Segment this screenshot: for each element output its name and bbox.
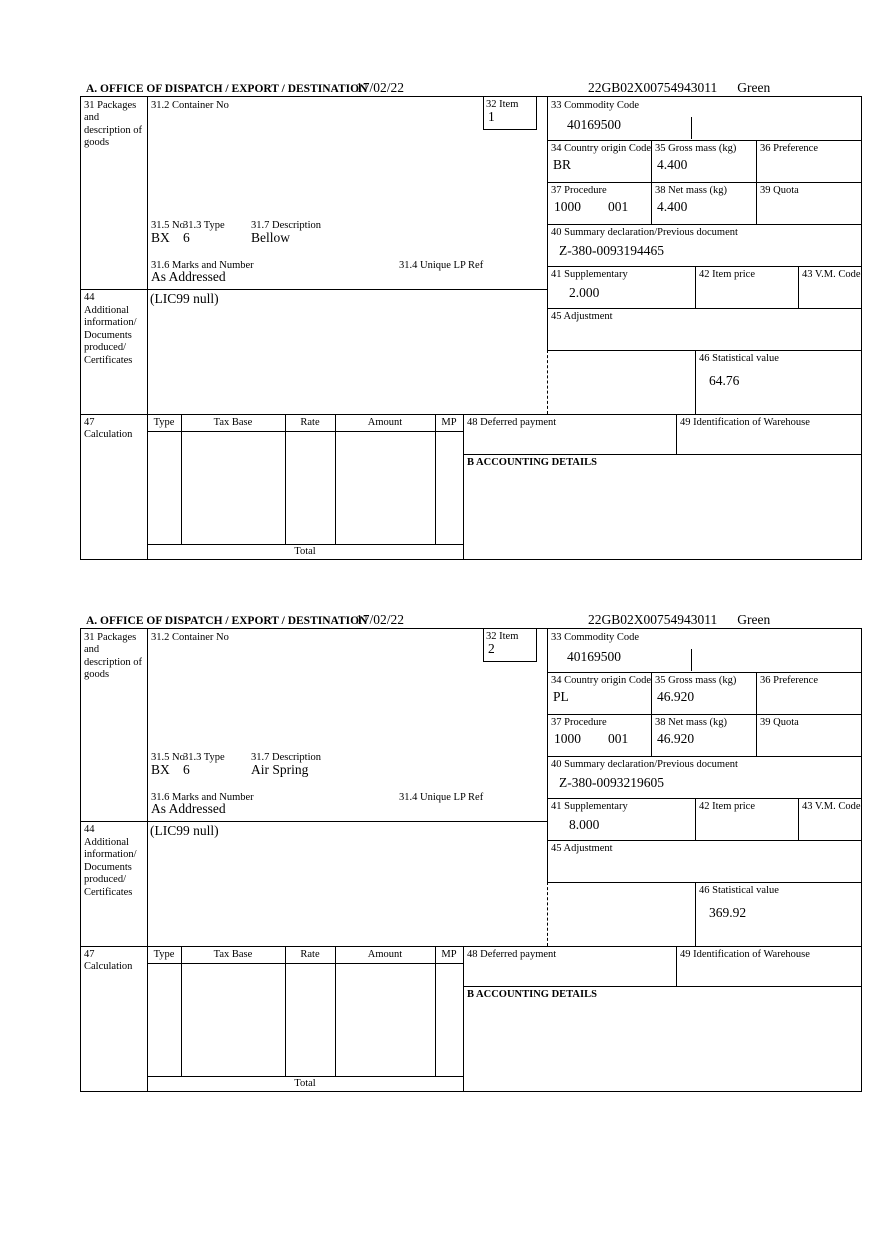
box31-2-container-no-label: 31.2 Container No	[151, 632, 229, 643]
box41-supplementary-label: 41 Supplementary	[551, 801, 628, 812]
net-mass-value: 46.920	[657, 731, 695, 746]
box45-adjustment-label: 45 Adjustment	[551, 843, 613, 854]
supplementary-units-value: 2.000	[569, 285, 600, 300]
grid-line	[695, 882, 696, 946]
declaration-date: 17/02/22	[356, 612, 405, 627]
grid-line	[547, 308, 861, 309]
grid-line	[483, 97, 484, 129]
box31-3-type-label: 31.3 Type	[183, 752, 225, 763]
box31-packages-label: 31 Packages and description of goods	[84, 100, 143, 149]
item-number-value: 1	[488, 109, 495, 124]
grid-line	[798, 266, 799, 308]
box36-preference-label: 36 Preference	[760, 675, 819, 686]
box31-7-description-label: 31.7 Description	[251, 220, 321, 231]
box45-adjustment-label: 45 Adjustment	[551, 311, 613, 322]
column-header-type: Type	[153, 949, 175, 960]
dashed-divider	[547, 350, 548, 414]
country-origin-value: PL	[553, 689, 569, 704]
box44-number-label: 44	[84, 292, 95, 303]
procedure-code-value: 1000	[554, 199, 581, 214]
declaration-item-block	[80, 610, 862, 1094]
office-of-dispatch-label: A. OFFICE OF DISPATCH / EXPORT / DESTINATION	[86, 83, 368, 95]
marks-and-number-value: As Addressed	[151, 269, 226, 284]
reference-number: 22GB02X00754943011	[588, 612, 718, 627]
statistical-value: 64.76	[709, 373, 740, 388]
grid-line	[536, 97, 537, 129]
declaration-item-block	[80, 78, 862, 562]
box31-packages-label: 31 Packages and description of goods	[84, 632, 143, 681]
total-row-label: Total	[294, 546, 316, 557]
packages-type-value: 6	[183, 762, 190, 777]
grid-line	[285, 414, 286, 544]
grid-line	[147, 1076, 463, 1077]
grid-line	[547, 672, 861, 673]
box40-summary-declaration-label: 40 Summary declaration/Previous document	[551, 759, 738, 770]
box35-gross-mass-label: 35 Gross mass (kg)	[655, 675, 737, 686]
box34-country-origin-label: 34 Country origin Code	[551, 143, 652, 154]
grid-line	[147, 97, 148, 559]
commodity-code-tick	[691, 117, 692, 139]
routing-status: Green	[737, 612, 771, 627]
gross-mass-value: 4.400	[657, 157, 688, 172]
grid-line	[547, 714, 861, 715]
grid-line	[547, 140, 861, 141]
grid-line	[147, 431, 463, 432]
grid-line	[547, 840, 861, 841]
box31-2-container-no-label: 31.2 Container No	[151, 100, 229, 111]
marks-and-number-value: As Addressed	[151, 801, 226, 816]
grid-line	[676, 946, 677, 986]
column-header-amount: Amount	[367, 417, 403, 428]
country-origin-value: BR	[553, 157, 572, 172]
grid-line	[147, 629, 148, 1091]
item-number-value: 2	[488, 641, 495, 656]
box37-procedure-label: 37 Procedure	[551, 717, 607, 728]
reference-number: 22GB02X00754943011	[588, 80, 718, 95]
box35-gross-mass-label: 35 Gross mass (kg)	[655, 143, 737, 154]
grid-line	[181, 414, 182, 544]
grid-line	[81, 289, 547, 290]
box31-6-marks-label: 31.6 Marks and Number	[151, 792, 254, 803]
commodity-code-value: 40169500	[567, 649, 621, 664]
grid-line	[651, 672, 652, 756]
previous-document-value: Z-380-0093194465	[559, 243, 664, 258]
additional-information-value: (LIC99 null)	[150, 291, 219, 306]
grid-line	[547, 224, 861, 225]
column-header-tax-base: Tax Base	[213, 949, 253, 960]
grid-line	[463, 986, 861, 987]
declaration-reference	[588, 612, 770, 628]
item-form-grid	[80, 96, 862, 560]
box39-quota-label: 39 Quota	[760, 185, 799, 196]
grid-line	[335, 946, 336, 1076]
item-form-grid	[80, 628, 862, 1092]
grid-line	[536, 629, 537, 661]
box38-net-mass-label: 38 Net mass (kg)	[655, 717, 728, 728]
column-header-mp: MP	[441, 417, 457, 428]
grid-line	[547, 350, 861, 351]
box31-5-no-label: 31.5 No	[151, 752, 185, 763]
grid-line	[695, 798, 696, 840]
grid-line	[483, 661, 537, 662]
box33-commodity-code-label: 33 Commodity Code	[551, 100, 640, 111]
grid-line	[547, 798, 861, 799]
box33-commodity-code-label: 33 Commodity Code	[551, 632, 640, 643]
office-of-dispatch-label: A. OFFICE OF DISPATCH / EXPORT / DESTINATION	[86, 615, 368, 627]
box32-item-label: 32 Item	[486, 631, 519, 642]
grid-line	[81, 821, 547, 822]
commodity-code-tick	[691, 649, 692, 671]
commodity-code-value: 40169500	[567, 117, 621, 132]
packages-no-value: BX	[151, 762, 170, 777]
box44-number-label: 44	[84, 824, 95, 835]
box43-vm-code-label: 43 V.M. Code	[802, 269, 861, 280]
grid-line	[147, 963, 463, 964]
packages-no-value: BX	[151, 230, 170, 245]
grid-line	[798, 798, 799, 840]
dashed-divider	[547, 882, 548, 946]
box34-country-origin-label: 34 Country origin Code	[551, 675, 652, 686]
box44-additional-info-label: Additional information/ Documents produced/ Certificates	[84, 305, 137, 366]
previous-document-value: Z-380-0093219605	[559, 775, 664, 790]
grid-line	[547, 882, 861, 883]
grid-line	[335, 414, 336, 544]
accounting-details-label: B ACCOUNTING DETAILS	[467, 989, 597, 1000]
box47-calculation-label: Calculation	[84, 961, 133, 972]
gross-mass-value: 46.920	[657, 689, 695, 704]
grid-line	[435, 946, 436, 1076]
box42-item-price-label: 42 Item price	[699, 801, 755, 812]
box49-warehouse-label: 49 Identification of Warehouse	[680, 417, 810, 428]
grid-line	[463, 454, 861, 455]
column-header-tax-base: Tax Base	[213, 417, 253, 428]
box41-supplementary-label: 41 Supplementary	[551, 269, 628, 280]
box48-deferred-payment-label: 48 Deferred payment	[467, 417, 557, 428]
grid-line	[463, 414, 464, 559]
grid-line	[435, 414, 436, 544]
grid-line	[483, 129, 537, 130]
declaration-reference	[588, 80, 770, 96]
box46-statistical-value-label: 46 Statistical value	[699, 353, 779, 364]
grid-line	[756, 140, 757, 224]
box31-4-unique-lp-ref-label: 31.4 Unique LP Ref	[399, 792, 484, 803]
goods-description-value: Bellow	[251, 230, 290, 245]
box31-6-marks-label: 31.6 Marks and Number	[151, 260, 254, 271]
grid-line	[483, 629, 484, 661]
box40-summary-declaration-label: 40 Summary declaration/Previous document	[551, 227, 738, 238]
box31-4-unique-lp-ref-label: 31.4 Unique LP Ref	[399, 260, 484, 271]
box44-additional-info-label: Additional information/ Documents produced/ Certificates	[84, 837, 137, 898]
grid-line	[463, 946, 464, 1091]
box49-warehouse-label: 49 Identification of Warehouse	[680, 949, 810, 960]
box36-preference-label: 36 Preference	[760, 143, 819, 154]
box31-5-no-label: 31.5 No	[151, 220, 185, 231]
grid-line	[285, 946, 286, 1076]
box46-statistical-value-label: 46 Statistical value	[699, 885, 779, 896]
grid-line	[651, 140, 652, 224]
grid-line	[81, 946, 861, 947]
additional-information-value: (LIC99 null)	[150, 823, 219, 838]
column-header-type: Type	[153, 417, 175, 428]
net-mass-value: 4.400	[657, 199, 688, 214]
box39-quota-label: 39 Quota	[760, 717, 799, 728]
supplementary-units-value: 8.000	[569, 817, 600, 832]
box47-number-label: 47	[84, 949, 95, 960]
grid-line	[547, 756, 861, 757]
procedure-code-2-value: 001	[608, 199, 629, 214]
grid-line	[181, 946, 182, 1076]
total-row-label: Total	[294, 1078, 316, 1089]
box47-calculation-label: Calculation	[84, 429, 133, 440]
box42-item-price-label: 42 Item price	[699, 269, 755, 280]
box37-procedure-label: 37 Procedure	[551, 185, 607, 196]
grid-line	[547, 266, 861, 267]
grid-line	[695, 350, 696, 414]
grid-line	[547, 182, 861, 183]
grid-line	[676, 414, 677, 454]
declaration-date: 17/02/22	[356, 80, 405, 95]
statistical-value: 369.92	[709, 905, 747, 920]
box38-net-mass-label: 38 Net mass (kg)	[655, 185, 728, 196]
grid-line	[147, 544, 463, 545]
procedure-code-value: 1000	[554, 731, 581, 746]
goods-description-value: Air Spring	[251, 762, 309, 777]
column-header-rate: Rate	[300, 949, 320, 960]
column-header-mp: MP	[441, 949, 457, 960]
accounting-details-label: B ACCOUNTING DETAILS	[467, 457, 597, 468]
grid-line	[81, 414, 861, 415]
grid-line	[695, 266, 696, 308]
column-header-amount: Amount	[367, 949, 403, 960]
box32-item-label: 32 Item	[486, 99, 519, 110]
box48-deferred-payment-label: 48 Deferred payment	[467, 949, 557, 960]
grid-line	[756, 672, 757, 756]
box31-7-description-label: 31.7 Description	[251, 752, 321, 763]
column-header-rate: Rate	[300, 417, 320, 428]
packages-type-value: 6	[183, 230, 190, 245]
routing-status: Green	[737, 80, 771, 95]
box43-vm-code-label: 43 V.M. Code	[802, 801, 861, 812]
box31-3-type-label: 31.3 Type	[183, 220, 225, 231]
box47-number-label: 47	[84, 417, 95, 428]
procedure-code-2-value: 001	[608, 731, 629, 746]
